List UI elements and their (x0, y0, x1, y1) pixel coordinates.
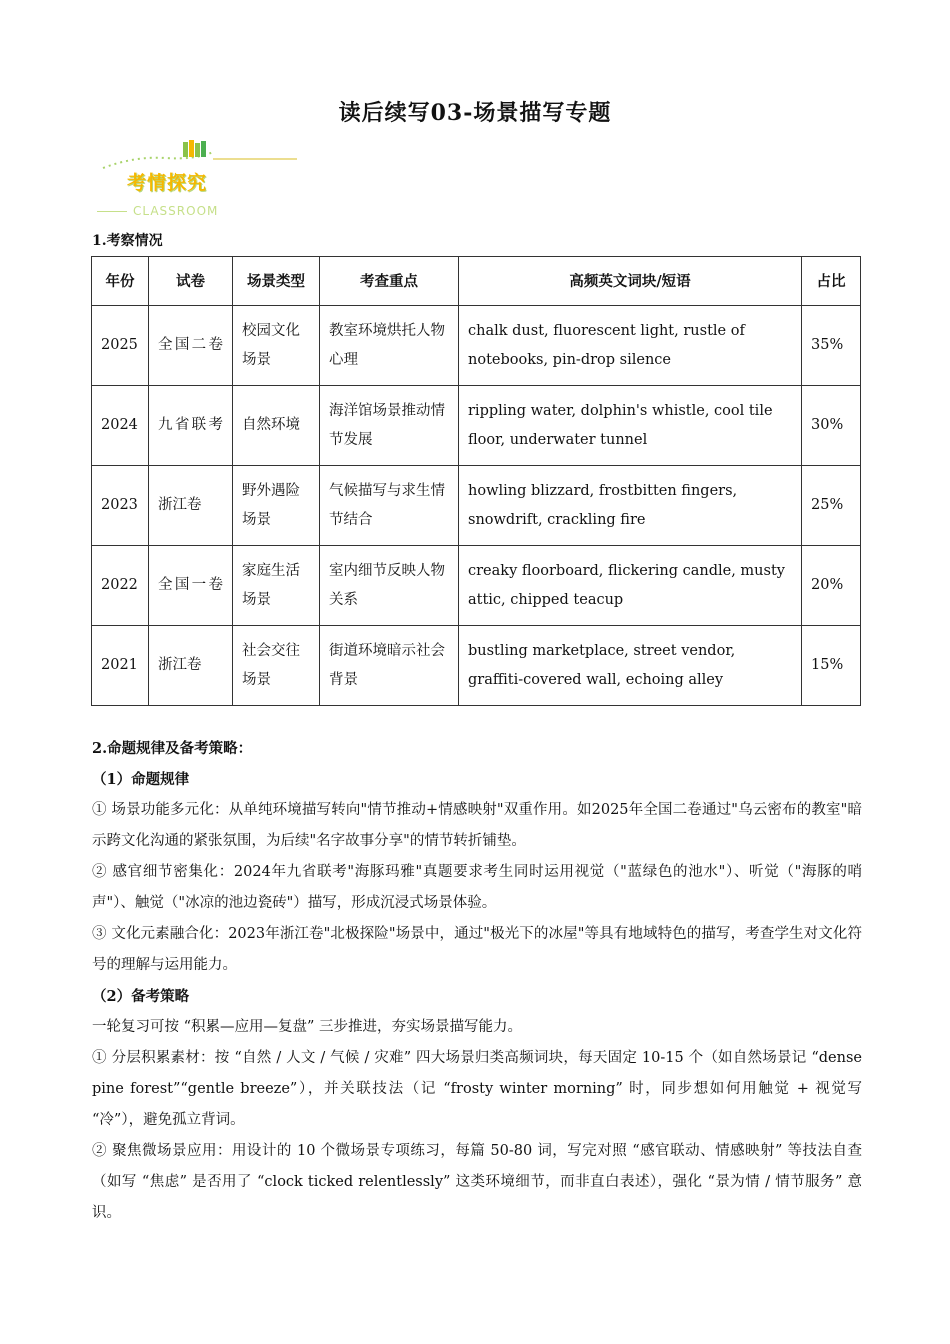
strategy-paragraph-3: ② 聚焦微场景应用：用设计的 10 个微场景专项练习，每篇 50-80 词，写完对照 “感官联动、情感映射” 等技法自查（如写 “焦虑” 是否用了 “clock ticked relentlessly” 这类环境细节，而非直白表述），强化 “景为情 / 情节服务” 意识。 (92, 1143, 862, 1221)
ratio-cell: 20% (802, 546, 861, 626)
table-header-row (92, 257, 861, 306)
phrases-cell: creaky floorboard, flickering candle, musty attic, chipped teacup (459, 546, 802, 626)
ratio-cell: 30% (802, 386, 861, 466)
section2-body (92, 733, 862, 1229)
ratio-cell: 15% (802, 626, 861, 706)
sub-heading-rules: （1）命题规律 (92, 771, 190, 788)
section2-heading: 2.命题规律及备考策略： (92, 740, 253, 757)
page-title: 读后续写03-场景描写专题 (338, 100, 612, 126)
table-header: 高频英文词块/短语 (459, 257, 802, 306)
classroom-banner (95, 138, 305, 224)
year-cell: 2024 (92, 386, 149, 466)
table-row (92, 306, 861, 386)
focus-cell: 街道环境暗示社会背景 (320, 626, 459, 706)
table-header: 年份 (92, 257, 149, 306)
focus-cell: 教室环境烘托人物心理 (320, 306, 459, 386)
strategy-paragraph-2: ① 分层积累素材：按 “自然 / 人文 / 气候 / 灾难” 四大场景归类高频词块，每天固定 10-15 个（如自然场景记 “dense pine forest”“gentle breeze”），并关联技法（记 “frosty winter morning” 时，同步想如何用触觉 + 视觉写 “冷”），避免孤立背词。 (92, 1050, 862, 1128)
table-row (92, 466, 861, 546)
table-header: 场景类型 (233, 257, 320, 306)
banner-title: 考情探究 (127, 172, 208, 194)
year-cell: 2023 (92, 466, 149, 546)
year-cell: 2021 (92, 626, 149, 706)
paper-cell: 全国二卷 (149, 306, 233, 386)
scene-type-cell: 家庭生活场景 (233, 546, 320, 626)
scene-type-cell: 社会交往场景 (233, 626, 320, 706)
scene-type-cell: 野外遇险场景 (233, 466, 320, 546)
banner-subtitle: CLASSROOM (133, 204, 219, 218)
year-cell: 2025 (92, 306, 149, 386)
paper-cell: 浙江卷 (149, 466, 233, 546)
exam-table (91, 256, 861, 706)
paper-cell: 全国一卷 (149, 546, 233, 626)
table-row (92, 386, 861, 466)
sub-heading-strategy: （2）备考策略 (92, 988, 190, 1005)
banner-subline (97, 211, 127, 212)
year-cell: 2022 (92, 546, 149, 626)
scene-type-cell: 自然环境 (233, 386, 320, 466)
scene-type-cell: 校园文化场景 (233, 306, 320, 386)
table-header: 试卷 (149, 257, 233, 306)
table-header: 考查重点 (320, 257, 459, 306)
phrases-cell: chalk dust, fluorescent light, rustle of notebooks, pin-drop silence (459, 306, 802, 386)
focus-cell: 海洋馆场景推动情节发展 (320, 386, 459, 466)
table-header: 占比 (802, 257, 861, 306)
focus-cell: 室内细节反映人物关系 (320, 546, 459, 626)
rule-paragraph-3: ③ 文化元素融合化：2023年浙江卷"北极探险"场景中，通过"极光下的冰屋"等具有地域特色的描写，考查学生对文化符号的理解与运用能力。 (92, 926, 862, 973)
phrases-cell: howling blizzard, frostbitten fingers, snowdrift, crackling fire (459, 466, 802, 546)
phrases-cell: rippling water, dolphin's whistle, cool tile floor, underwater tunnel (459, 386, 802, 466)
focus-cell: 气候描写与求生情节结合 (320, 466, 459, 546)
table-row (92, 626, 861, 706)
rule-paragraph-2: ② 感官细节密集化：2024年九省联考"海豚玛雅"真题要求考生同时运用视觉（"蓝绿色的池水"）、听觉（"海豚的哨声"）、触觉（"冰凉的池边瓷砖"）描写，形成沉浸式场景体验。 (92, 864, 862, 911)
phrases-cell: bustling marketplace, street vendor, graffiti-covered wall, echoing alley (459, 626, 802, 706)
ratio-cell: 25% (802, 466, 861, 546)
rule-paragraph-1: ① 场景功能多元化：从单纯环境描写转向"情节推动+情感映射"双重作用。如2025年全国二卷通过"乌云密布的教室"暗示跨文化沟通的紧张氛围，为后续"名字故事分享"的情节转折铺垫。 (92, 802, 862, 849)
paper-cell: 九省联考 (149, 386, 233, 466)
paper-cell: 浙江卷 (149, 626, 233, 706)
table-row (92, 546, 861, 626)
ratio-cell: 35% (802, 306, 861, 386)
section1-heading: 1.考察情况 (92, 233, 163, 249)
strategy-paragraph-1: 一轮复习可按 “积累—应用—复盘” 三步推进，夯实场景描写能力。 (92, 1019, 523, 1035)
